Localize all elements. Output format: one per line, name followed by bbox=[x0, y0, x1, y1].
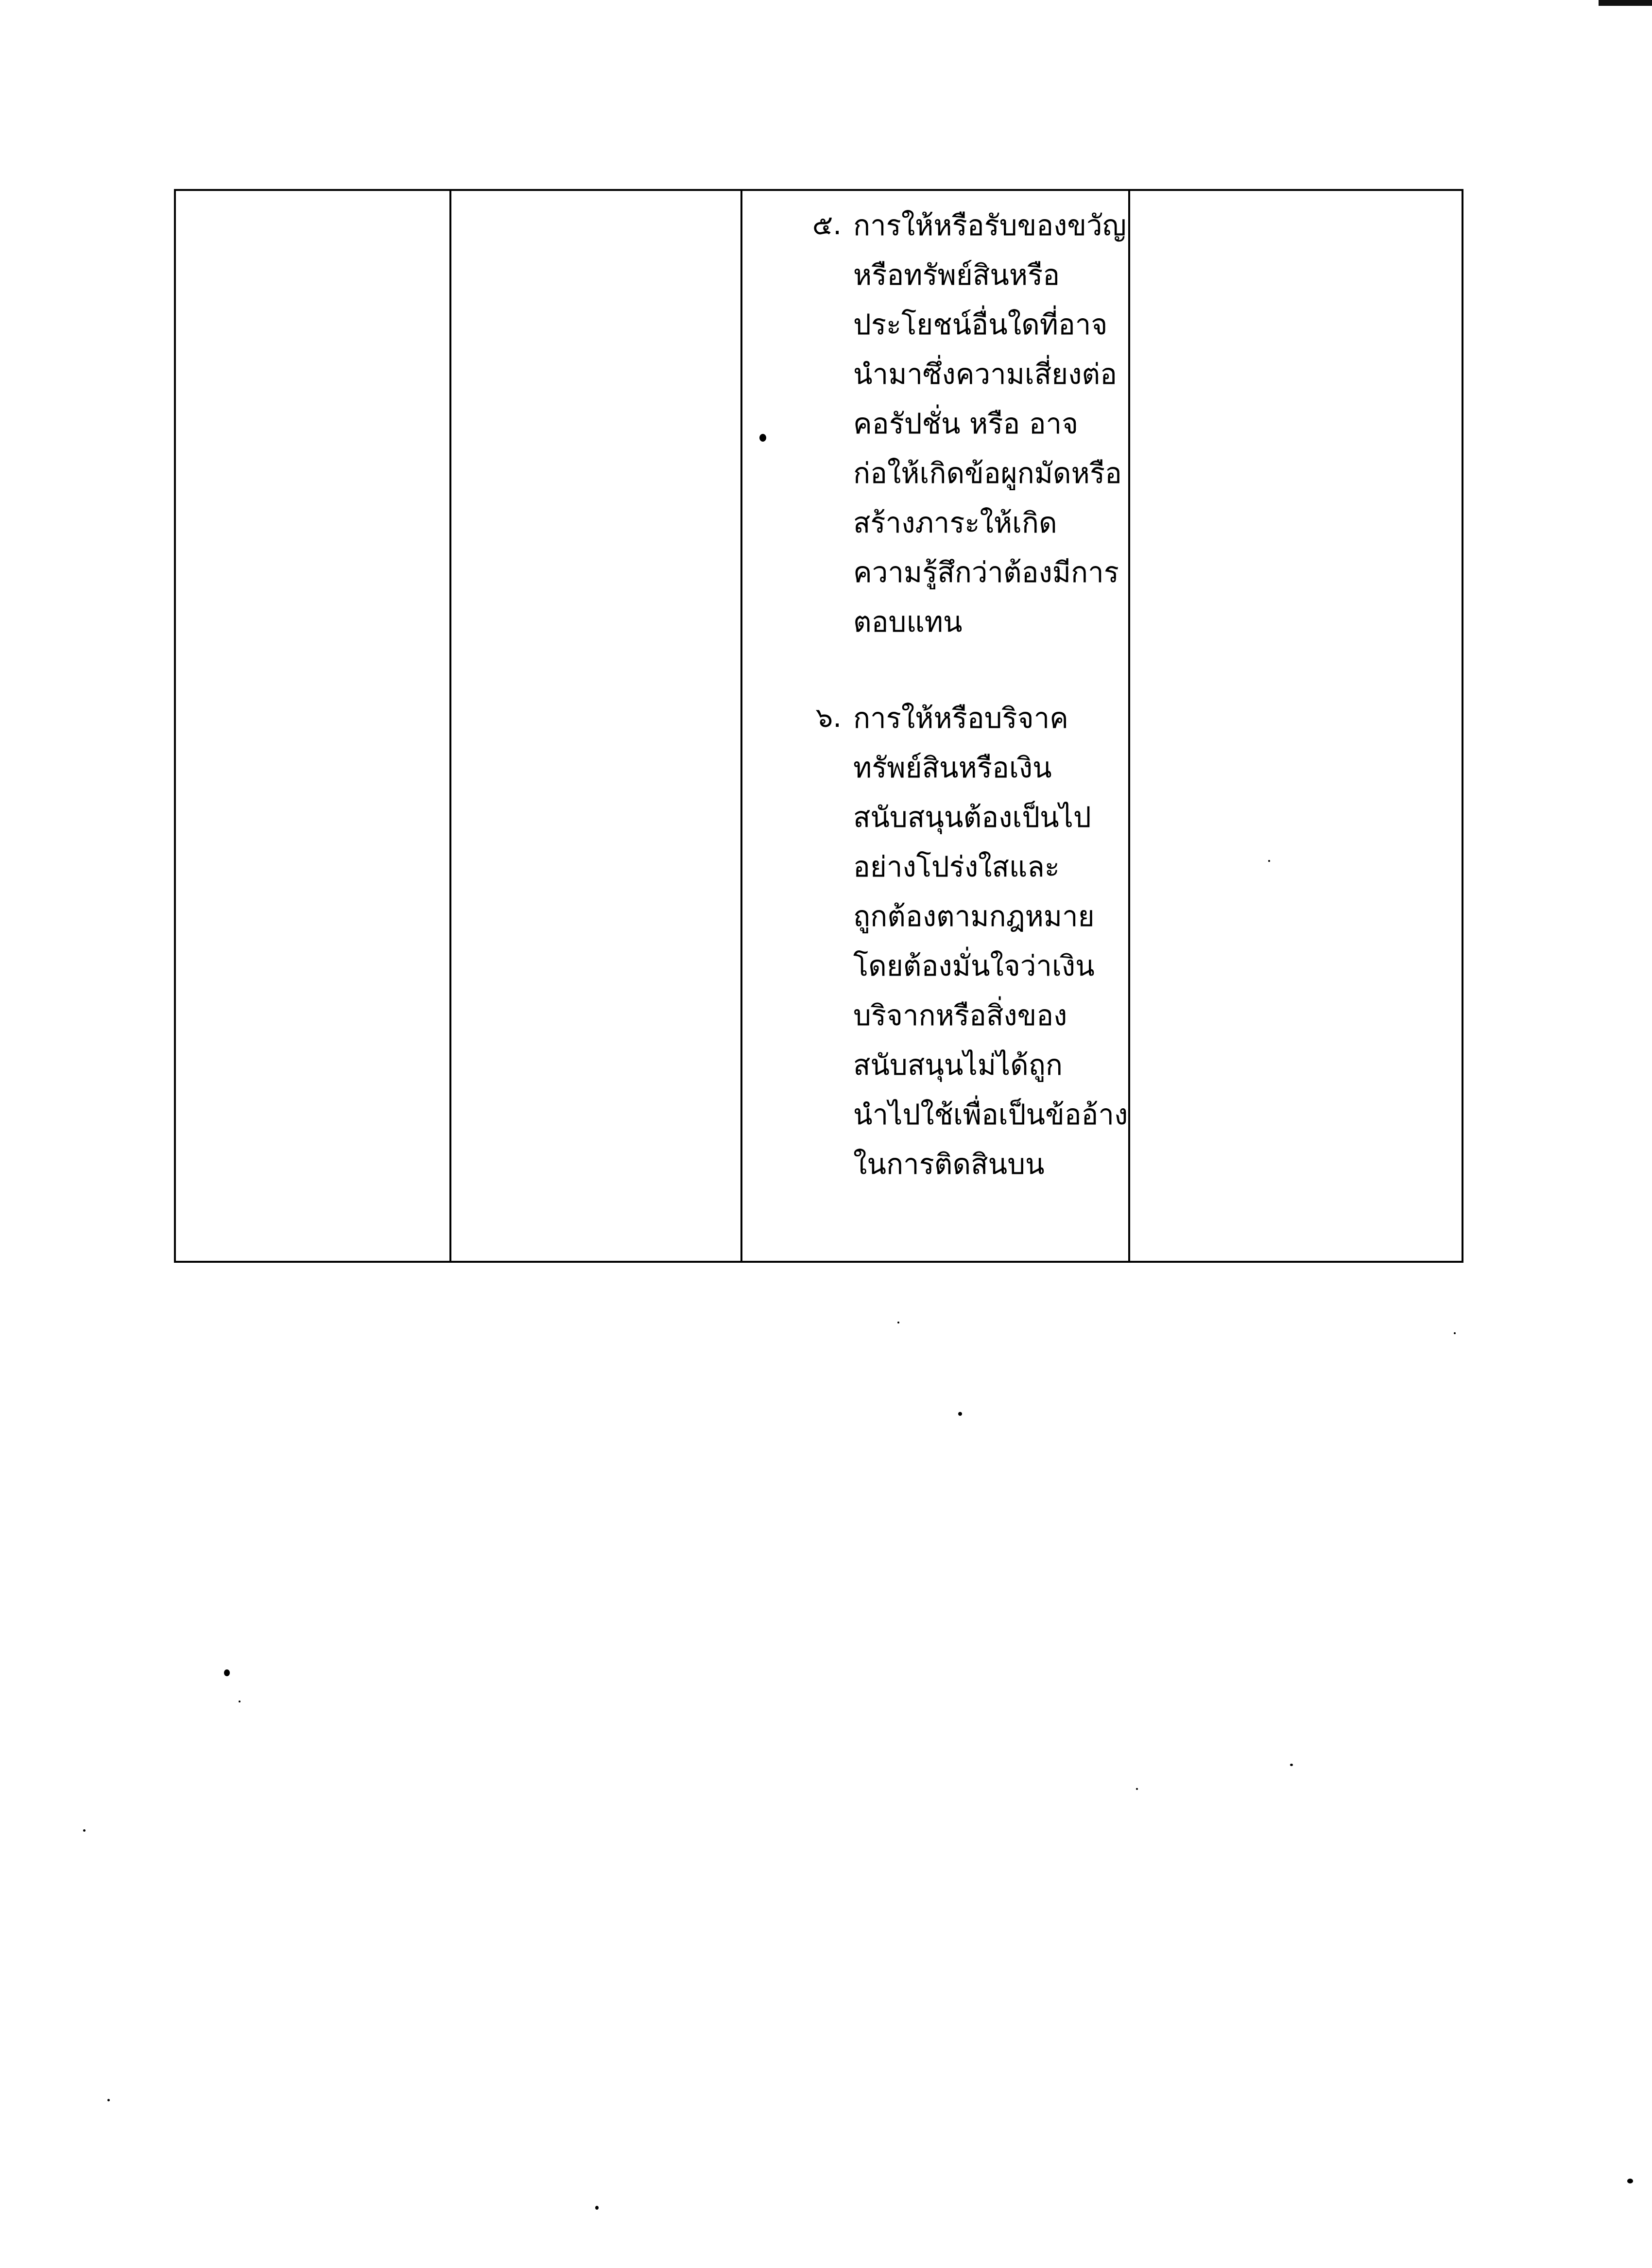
item-line: ในการติดสินบน bbox=[853, 1148, 1045, 1181]
item-line: การให้หรือรับของขวัญ bbox=[853, 209, 1127, 242]
scan-speck bbox=[1268, 860, 1270, 862]
table-cell-col1 bbox=[175, 190, 450, 1262]
scan-speck bbox=[224, 1669, 230, 1676]
item-line: หรือทรัพย์สินหรือ bbox=[853, 258, 1060, 292]
table-cell-col4 bbox=[1129, 190, 1463, 1262]
item-line: ทรัพย์สินหรือเงิน bbox=[853, 751, 1052, 784]
item-line: อย่างโปร่งใสและ bbox=[853, 850, 1060, 883]
numbered-item-list bbox=[742, 191, 1128, 1189]
item-line: คอรัปชั่น หรือ อาจ bbox=[853, 407, 1079, 440]
list-item bbox=[742, 201, 1127, 647]
scan-speck bbox=[897, 1322, 899, 1323]
scan-speck bbox=[239, 1701, 241, 1702]
scan-speck bbox=[83, 1829, 86, 1832]
scan-speck bbox=[595, 2206, 599, 2210]
item-line: ถูกต้องตามกฎหมาย bbox=[853, 900, 1095, 933]
scan-edge-mark bbox=[1599, 0, 1652, 6]
content-table bbox=[174, 189, 1463, 1263]
item-text bbox=[853, 201, 1126, 647]
table-cell-col2 bbox=[450, 190, 741, 1262]
item-text bbox=[853, 693, 1128, 1189]
item-line: สร้างภาระให้เกิด bbox=[853, 506, 1057, 539]
item-line: ความรู้สึกว่าต้องมีการ bbox=[853, 556, 1119, 589]
list-item bbox=[742, 693, 1128, 1189]
scan-speck bbox=[1136, 1788, 1138, 1790]
scan-speck bbox=[958, 1412, 962, 1416]
item-number: ๖. bbox=[815, 702, 842, 734]
item-line: นำไปใช้เพื่อเป็นข้ออ้าง bbox=[853, 1098, 1128, 1131]
item-number: ๕. bbox=[812, 209, 842, 241]
item-line: นำมาซึ่งความเสี่ยงต่อ bbox=[853, 358, 1117, 391]
scan-speck bbox=[107, 2099, 110, 2101]
scan-speck bbox=[1290, 1764, 1293, 1766]
scan-speck bbox=[759, 434, 766, 442]
item-line: บริจากหรือสิ่งของ bbox=[853, 999, 1067, 1032]
item-line: ตอบแทน bbox=[853, 605, 963, 638]
item-line: ประโยชน์อื่นใดที่อาจ bbox=[853, 308, 1108, 341]
table-row bbox=[175, 190, 1463, 1262]
scan-speck bbox=[1454, 1332, 1456, 1334]
item-line: สนับสนุนต้องเป็นไป bbox=[853, 801, 1091, 834]
item-line: โดยต้องมั่นใจว่าเงิน bbox=[853, 949, 1095, 982]
scan-speck bbox=[1627, 2179, 1633, 2183]
item-line: สนับสนุนไม่ได้ถูก bbox=[853, 1048, 1063, 1082]
table-cell-col3 bbox=[741, 190, 1129, 1262]
item-line: การให้หรือบริจาค bbox=[853, 702, 1068, 735]
item-line: ก่อให้เกิดข้อผูกมัดหรือ bbox=[853, 457, 1122, 490]
